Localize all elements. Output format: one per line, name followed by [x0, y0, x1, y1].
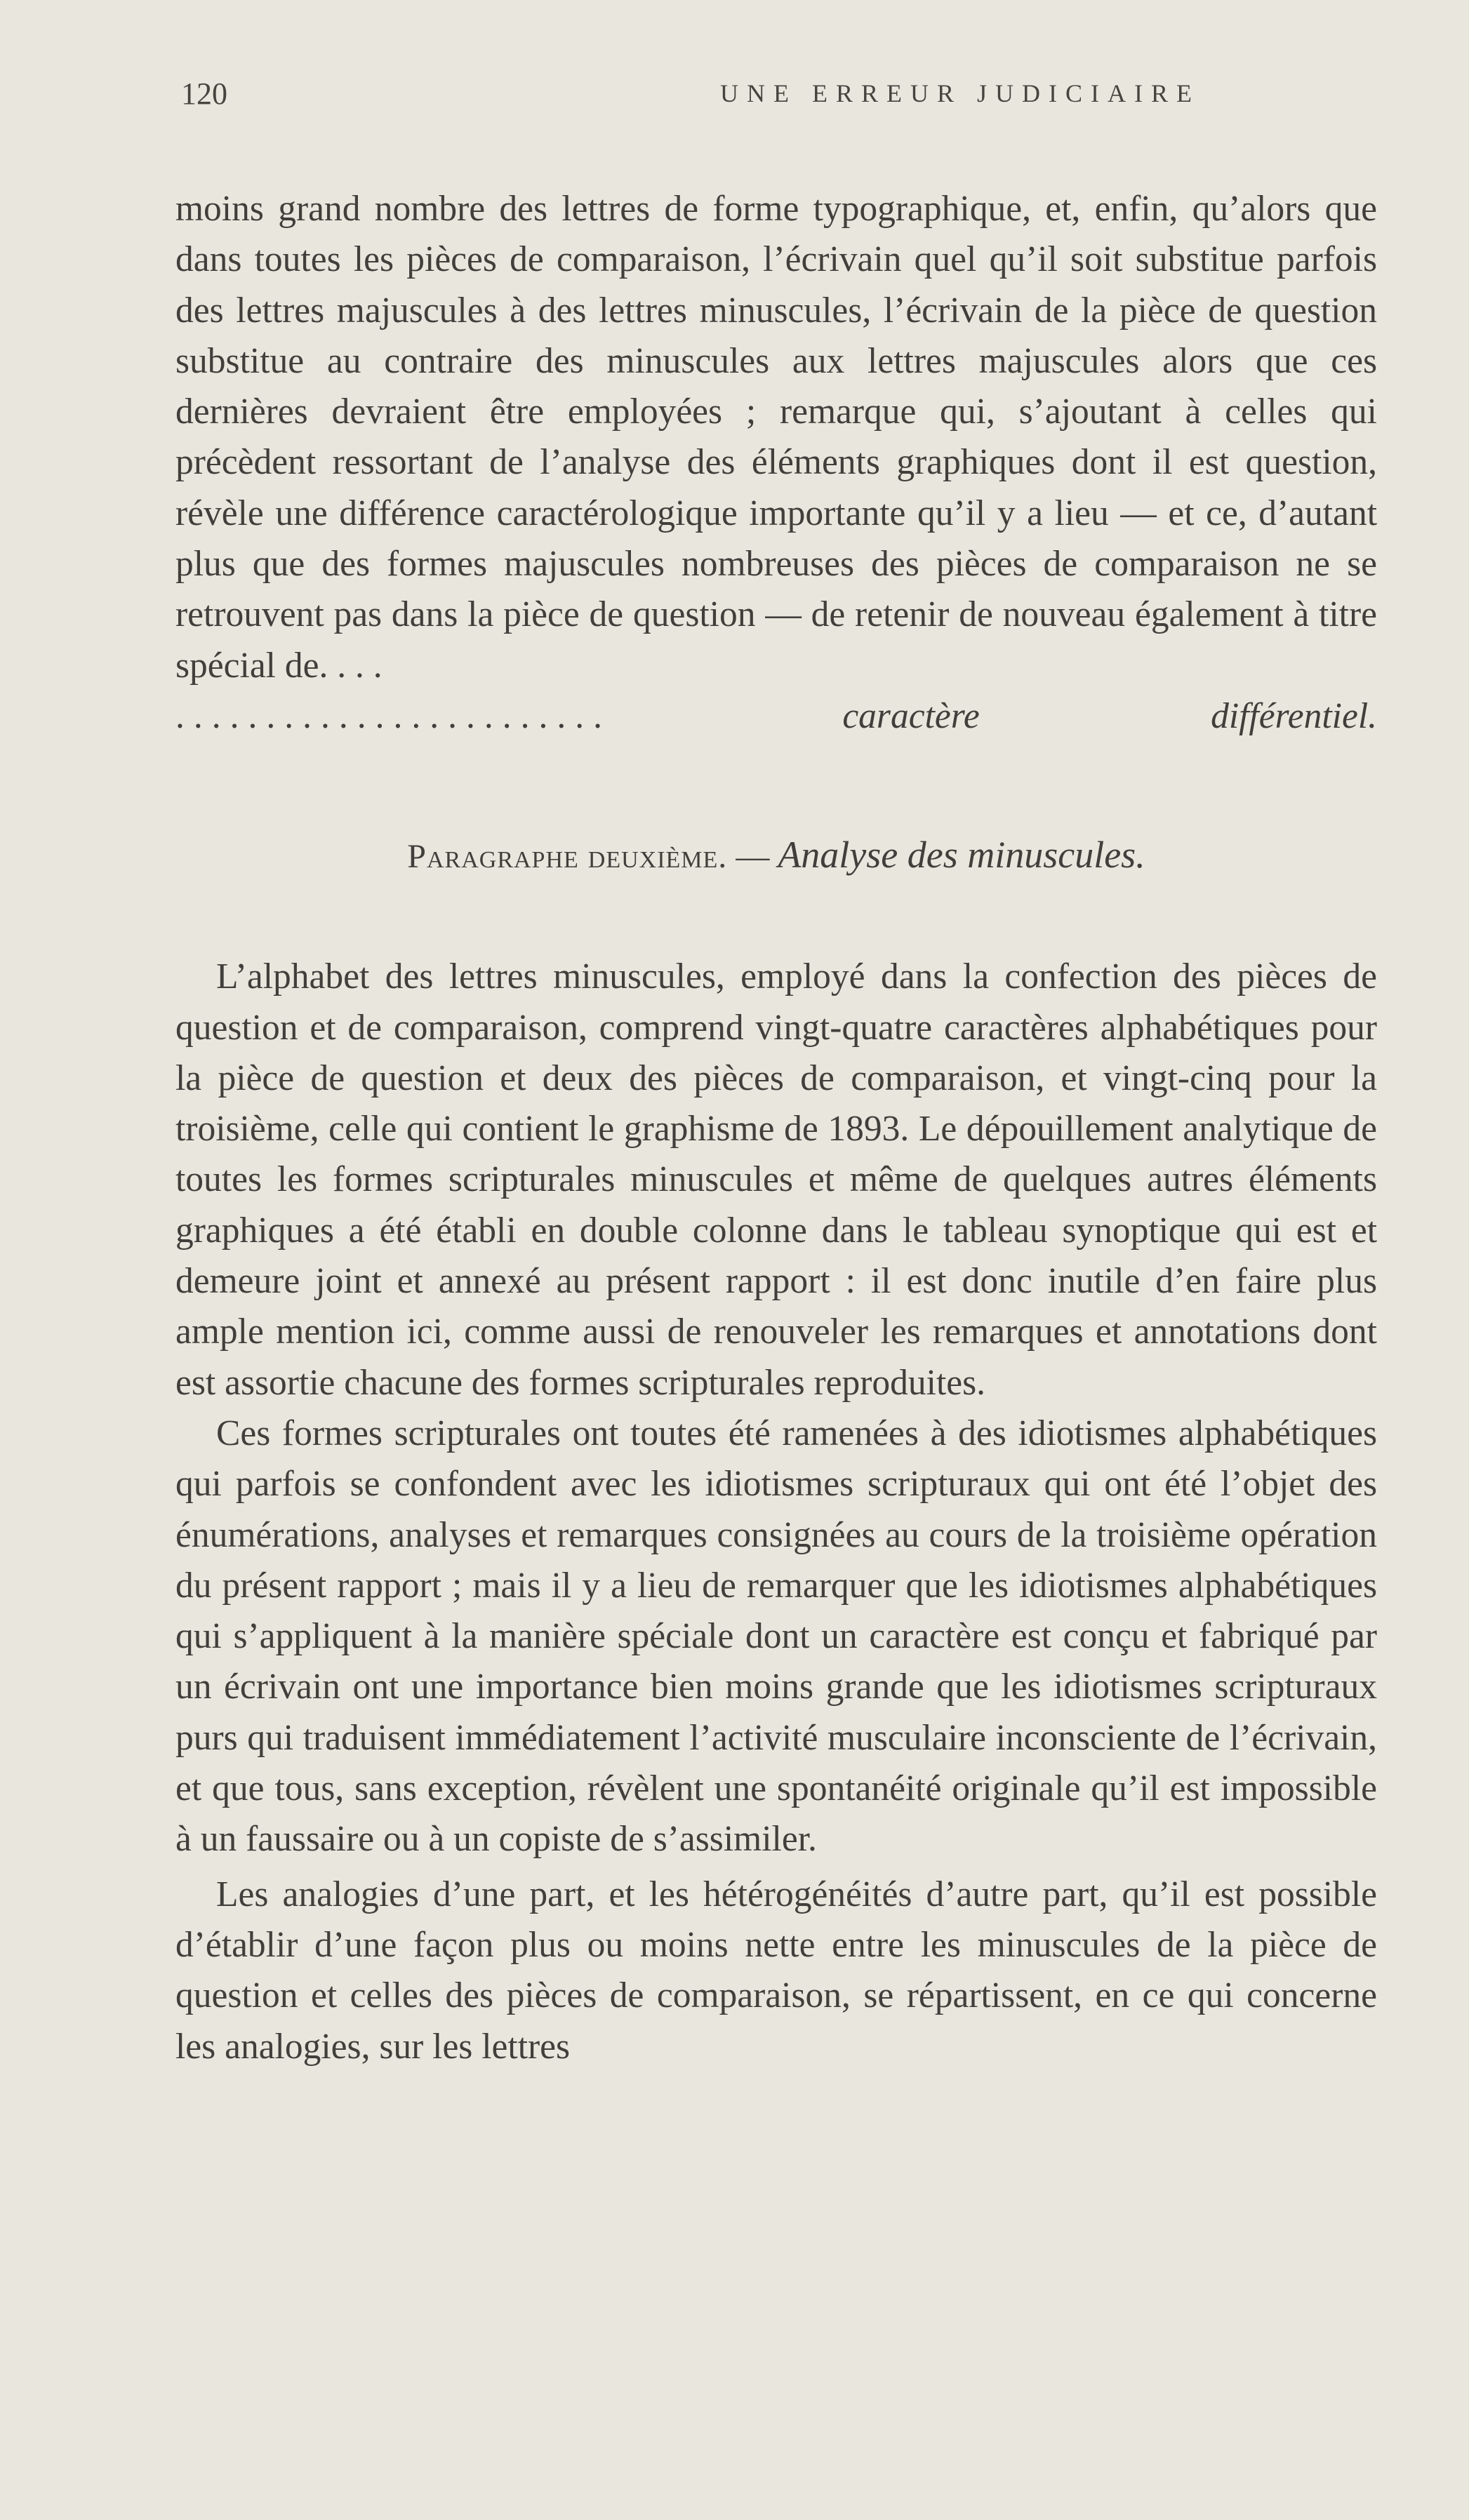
section-dash: — — [736, 838, 770, 876]
section-title: Analyse des minuscules. — [778, 834, 1145, 876]
page-number: 120 — [181, 76, 227, 111]
continuation-paragraph: moins grand nombre des lettres de forme typographique, et, enfin, qu’alors que dans toutes les pièces de comparaison, l’écrivain quel qu’il soit substitue parfois des lettres majuscules à des lettres minuscules, l’écrivain de la pièce de question substitue au contraire des minuscules aux lettres majuscules alors que ces dernières devraient être employées ; remarque qui, s’ajoutant à celles qui précèdent ressortant de l’analyse des éléments graphiques dont il est question, révèle une différence caractérologique importante qu’il y a lieu — et ce, d’autant plus que des formes majuscules nombreuses des pièces de comparaison ne se retrouvent pas dans la pièce de question — de retenir de nouveau également à titre spécial de. . . . — [175, 189, 1377, 686]
section-label: Paragraphe deuxième. — [407, 838, 728, 876]
paragraph: Ces formes scripturales ont toutes été ramenées à des idiotismes alphabétiques qui parfois se confondent avec les idiotismes scripturaux qui ont été l’objet des énumérations, analyses et remarques consignées au cours de la troisième opération du présent rapport ; mais il y a lieu de remarquer que les idiotismes alphabétiques qui s’appliquent à la manière spéciale dont un caractère est conçu et fabriqué par un écrivain ont une importance bien moins grande que les idiotismes scripturaux purs qui traduisent immédiatement l’activité musculaire inconsciente de l’écrivain, et que tous, sans exception, révèlent une spontanéité originale qu’il est impossible à un faussaire ou à un copiste de s’assimiler. — [175, 1413, 1377, 1860]
conclusion-italic: caractère différentiel. — [842, 695, 1377, 736]
running-title: UNE ERREUR JUDICIAIRE — [720, 79, 1200, 107]
body-text — [175, 184, 1377, 2072]
paragraph: Les analogies d’une part, et les hétérogénéités d’autre part, qu’il est possible d’établir d’une façon plus ou moins nette entre les minuscules de la pièce de question et celles des pièces de comparaison, se répartissent, en ce qui concerne les analogies, sur les lettres — [175, 1874, 1377, 2067]
dotted-leader-line — [175, 691, 1377, 742]
section-heading — [175, 834, 1377, 877]
running-head — [181, 76, 1374, 118]
dot-leader: ........................ — [175, 695, 611, 736]
paragraph: L’alphabet des lettres minuscules, employé dans la confection des pièces de question et de comparaison, comprend vingt-quatre caractères alphabétiques pour la pièce de question et deux des pièces de comparaison, et vingt-cinq pour la troisième, celle qui contient le graphisme de 1893. Le dépouillement analytique de toutes les formes scripturales minuscules et même de quelques autres éléments graphiques a été établi en double colonne dans le tableau synoptique qui est et demeure joint et annexé au présent rapport : il est donc inutile d’en faire plus ample mention ici, comme aussi de renouveler les remarques et annotations dont est assortie chacune des formes scripturales reproduites. — [175, 956, 1377, 1403]
